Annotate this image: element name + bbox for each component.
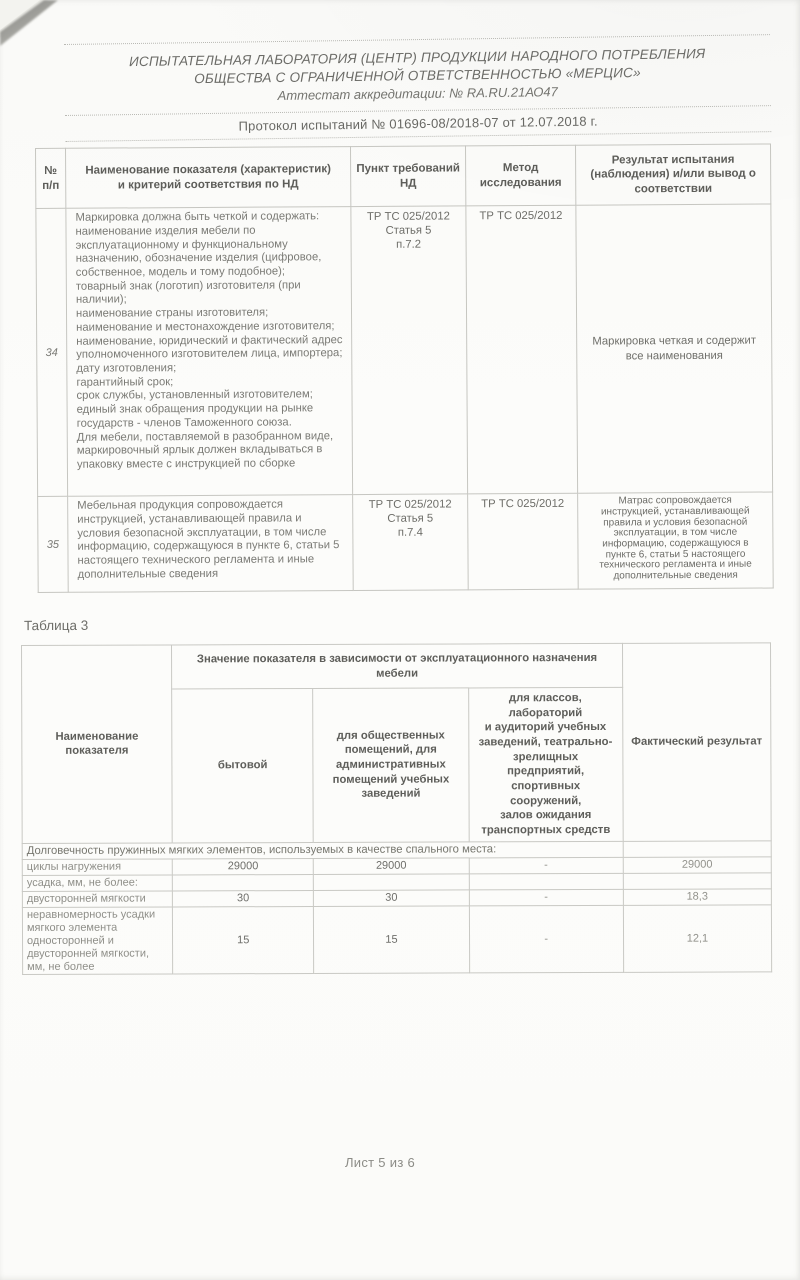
column-header-span: Значение показателя в зависимости от эксплуатационного назначения мебели: [172, 643, 623, 689]
value-cell: 30: [173, 890, 314, 906]
indicator-cell: неравномерность усадки мягкого элемента односторонней и двусторонней мягкости, мм, не более: [22, 907, 172, 975]
method-cell: ТР ТС 025/2012: [466, 205, 578, 494]
lab-name-line2: ОБЩЕСТВА С ОГРАНИЧЕННОЙ ОТВЕТСТВЕННОСТЬЮ «МЕРЦИС»: [194, 65, 641, 87]
actual-result-cell: 29000: [623, 857, 771, 873]
actual-result-cell: 12,1: [623, 905, 771, 973]
table-row-35: [38, 492, 774, 592]
result-cell: Матрас сопровождается инструкцией, устанавливающей правила и условия безопасной эксплуатации, в том числе информацию, содержащуюся в пункте 6, статьи 5 настоящего технического регламента и иные дополнительные сведения: [578, 492, 774, 589]
value-cell: -: [469, 889, 623, 906]
requirement-clause-cell: ТР ТС 025/2012 Статья 5 п.7.4: [353, 494, 469, 591]
column-header-actual-result: Фактический результат: [622, 643, 771, 841]
section-title-cell: Долговечность пружинных мягких элементов, используемых в качестве спального места:: [22, 841, 623, 859]
indicator-cell: усадка, мм, не более:: [22, 875, 172, 891]
column-header-result: Результат испытания (наблюдения) и/или вывод о соответствии: [575, 144, 770, 205]
row-number: 35: [38, 496, 69, 592]
column-header-indicator: Наименование показателя: [22, 645, 173, 843]
results-table-wrapper: [35, 144, 773, 594]
value-cell: 29000: [314, 858, 469, 875]
table3-caption: Таблица 3: [23, 617, 89, 634]
column-header-name: Наименование показателя (характеристик) и критерий соответствия по НД: [66, 147, 351, 209]
column-header-classrooms: для классов, лабораторий и аудиторий учебных заведений, театрально- зрелищных предприятий, спортивных сооружений, залов ожидания транспортных средств: [468, 687, 623, 841]
value-cell: 29000: [172, 858, 313, 874]
durability-table: [21, 642, 772, 975]
method-cell: ТР ТС 025/2012: [468, 493, 579, 590]
indicator-cell: двусторонней мягкости: [22, 891, 172, 907]
column-header-public: для общественных помещений, для административных помещений учебных заведений: [313, 688, 469, 842]
protocol-title: Протокол испытаний № 01696-08/2018-07 от 12.07.2018 г.: [238, 113, 598, 134]
value-cell: 30: [314, 890, 469, 907]
table3-header-row1: [22, 643, 771, 690]
result-cell: Маркировка четкая и содержит все наименования: [576, 204, 773, 493]
table-cell: [623, 841, 771, 858]
column-header-household: бытовой: [172, 688, 314, 842]
value-cell: [172, 874, 313, 890]
column-header-clause: Пункт требований НД: [350, 146, 465, 207]
document-header: [64, 34, 771, 141]
indicator-name-cell: Маркировка должна быть четкой и содержать: наименование изделия мебели по эксплуатационному и функциональному назначению, обозначение изделия (цифровое, собственное, модель и тому подобное); товарный знак (логотип) изготовителя (при наличии); наименование страны изготовителя; наименование и местонахождение изготовителя; наименование, юридический и фактический адрес уполномоченного изготовителем лица, импортера; дату изготовления; гарантийный срок; срок службы, установленный изготовителем; единый знак обращения продукции на рынке государств - членов Таможенного союза. Для мебели, поставляемой в разобранном виде, маркировочный ярлык должен вкладываться в упаковку вместе с инструкцией по сборке: [66, 207, 353, 497]
actual-result-cell: 18,3: [623, 889, 771, 905]
table-row-34: [36, 204, 773, 496]
lab-name-line1: ИСПЫТАТЕЛЬНАЯ ЛАБОРАТОРИЯ (ЦЕНТР) ПРОДУКЦИИ НАРОДНОГО ПОТРЕБЛЕНИЯ: [128, 46, 706, 70]
row-number: 34: [36, 208, 68, 496]
indicator-name-cell: Мебельная продукция сопровождается инструкцией, устанавливающей правила и условия безопасной эксплуатации, в том числе информацию, содержащуюся в пункте 6, статьи 5 настоящего технического регламента и иные дополнительные сведения: [68, 495, 354, 593]
indicator-cell: циклы нагружения: [22, 859, 172, 875]
value-cell: [469, 873, 623, 890]
requirement-clause-cell: ТР ТС 025/2012 Статья 5 п.7.2: [351, 206, 468, 495]
actual-result-cell: [623, 873, 771, 889]
value-cell: 15: [314, 906, 469, 974]
table3-row-unevenness: [22, 905, 771, 975]
value-cell: 15: [173, 906, 314, 974]
page-number-footer: Лист 5 из 6: [344, 1155, 416, 1170]
test-results-table: [35, 144, 774, 594]
table3-wrapper: [21, 642, 772, 975]
column-header-method: Метод исследования: [465, 145, 575, 206]
column-header-num: № п/п: [36, 148, 66, 208]
value-cell: -: [469, 905, 623, 973]
accreditation-line: Аттестат аккредитации: № RA.RU.21АО47: [277, 84, 558, 104]
value-cell: [314, 874, 469, 891]
value-cell: -: [469, 857, 623, 874]
table-header-row: [36, 144, 771, 209]
lab-name-block: [64, 35, 771, 114]
